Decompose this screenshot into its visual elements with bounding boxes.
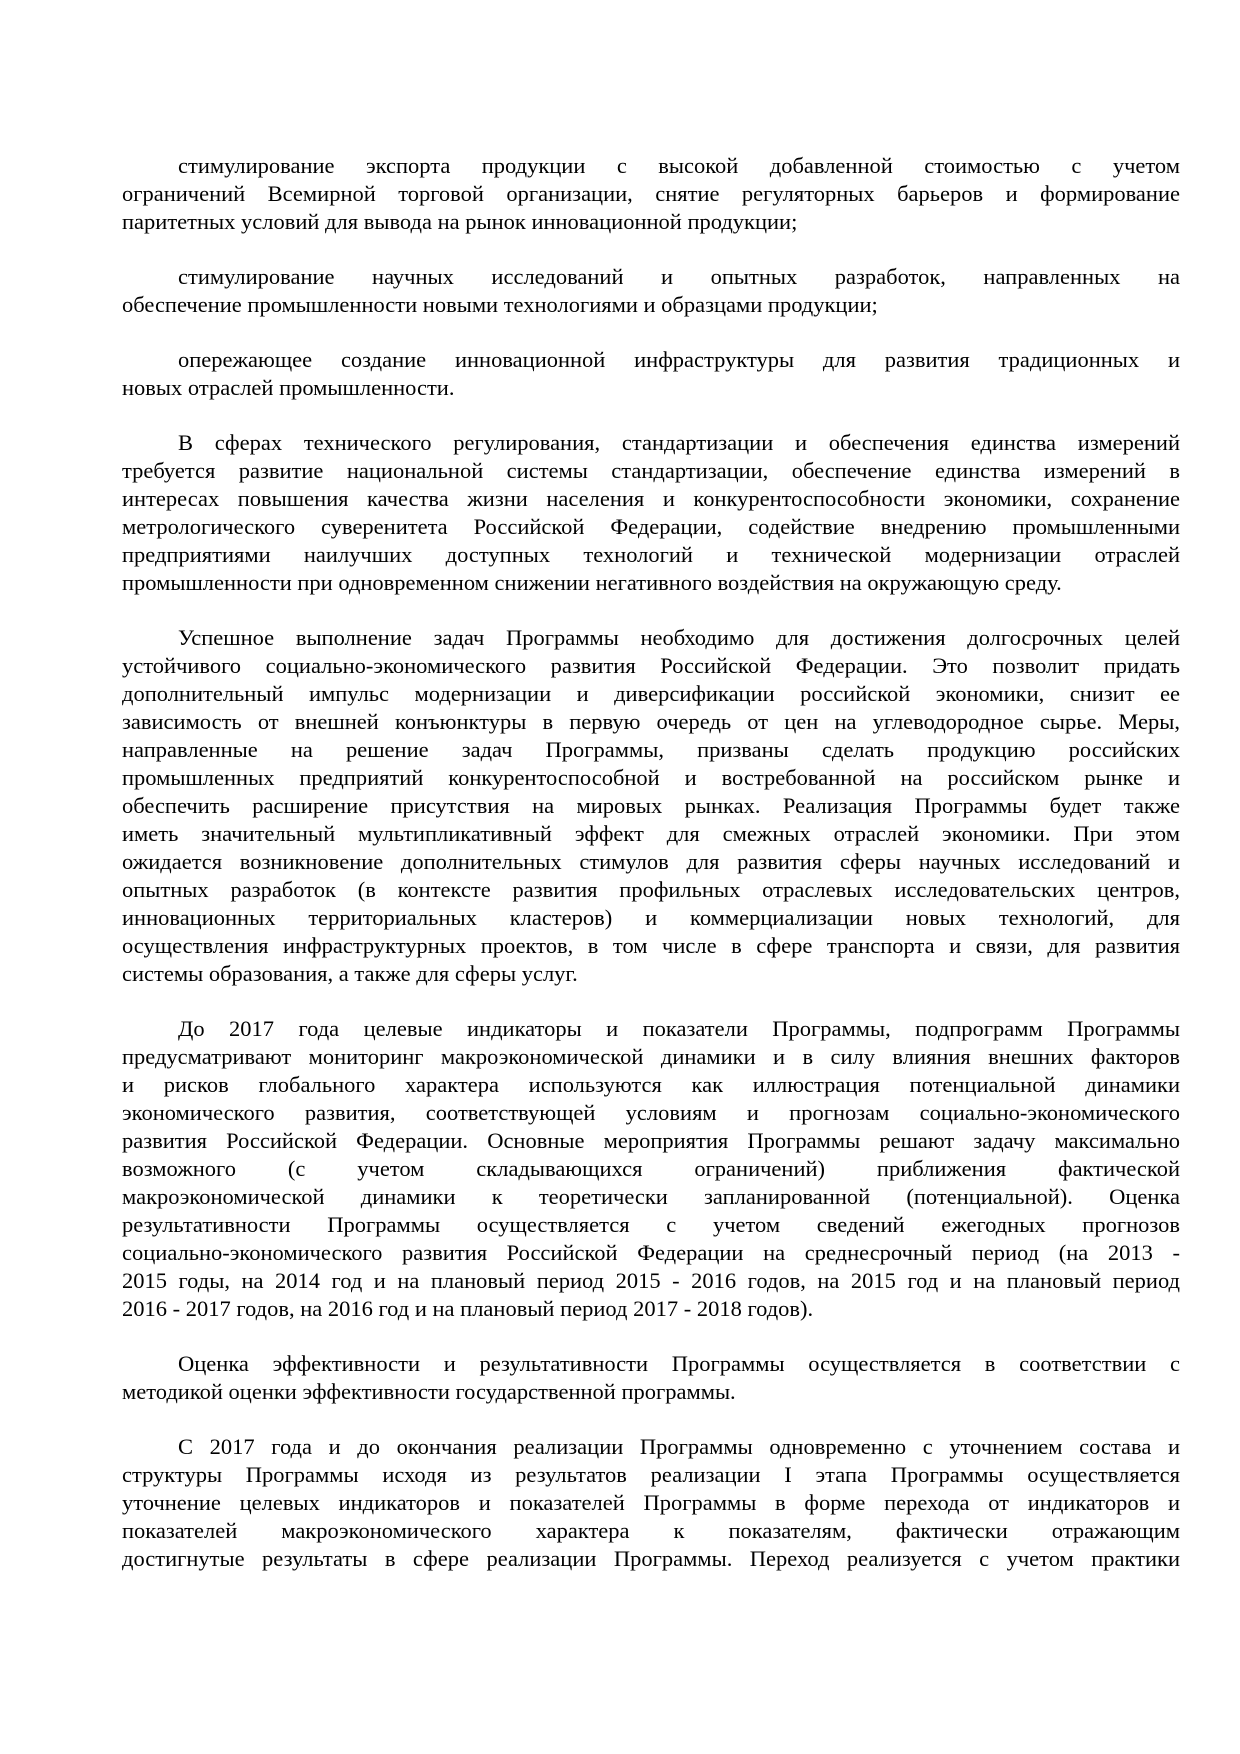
text-line: интересах повышения качества жизни населения и конкурентоспособности экономики, сохранение (122, 486, 1180, 511)
text-line: предусматривают мониторинг макроэкономической динамики и в силу влияния внешних факторов (122, 1044, 1180, 1069)
paragraph (122, 1350, 1180, 1406)
text-line: иметь значительный мультипликативный эффект для смежных отраслей экономики. При этом (122, 821, 1180, 846)
text-line: стимулирование экспорта продукции с высокой добавленной стоимостью с учетом (178, 153, 1180, 178)
text-line: До 2017 года целевые индикаторы и показатели Программы, подпрограмм Программы (178, 1016, 1180, 1041)
text-line: экономического развития, соответствующей условиям и прогнозам социально-экономического (122, 1100, 1180, 1125)
document-page (122, 152, 1180, 1600)
text-line: Оценка эффективности и результативности Программы осуществляется в соответствии с (178, 1351, 1180, 1376)
text-line: новых отраслей промышленности. (122, 375, 455, 400)
text-line: стимулирование научных исследований и опытных разработок, направленных на (178, 264, 1180, 289)
text-line: ожидается возникновение дополнительных стимулов для развития сферы научных исследований и (122, 849, 1180, 874)
text-line: устойчивого социально-экономического развития Российской Федерации. Это позволит придать (122, 653, 1180, 678)
text-line: показателей макроэкономического характера к показателям, фактически отражающим (122, 1518, 1180, 1543)
text-line: промышленных предприятий конкурентоспособной и востребованной на российском рынке и (122, 765, 1180, 790)
text-line: макроэкономической динамики к теоретически запланированной (потенциальной). Оценка (122, 1184, 1180, 1209)
text-line: опытных разработок (в контексте развития профильных отраслевых исследовательских центров, (122, 877, 1180, 902)
text-line: метрологического суверенитета Российской Федерации, содействие внедрению промышленными (122, 514, 1180, 539)
text-line: направленные на решение задач Программы, призваны сделать продукцию российских (122, 737, 1180, 762)
text-line: уточнение целевых индикаторов и показателей Программы в форме перехода от индикаторов и (122, 1490, 1180, 1515)
paragraph (122, 429, 1180, 597)
text-line: структуры Программы исходя из результатов реализации I этапа Программы осуществляется (122, 1462, 1180, 1487)
paragraph (122, 263, 1180, 319)
paragraph (122, 1433, 1180, 1573)
text-line: обеспечить расширение присутствия на мировых рынках. Реализация Программы будет также (122, 793, 1180, 818)
text-line: опережающее создание инновационной инфраструктуры для развития традиционных и (178, 347, 1180, 372)
text-line: 2015 годы, на 2014 год и на плановый период 2015 - 2016 годов, на 2015 год и на плановый период (122, 1268, 1180, 1293)
text-line: социально-экономического развития Российской Федерации на среднесрочный период (на 2013 - (122, 1240, 1180, 1265)
text-line: требуется развитие национальной системы стандартизации, обеспечение единства измерений в (122, 458, 1180, 483)
text-line: промышленности при одновременном снижении негативного воздействия на окружающую среду. (122, 570, 1062, 595)
text-line: развития Российской Федерации. Основные мероприятия Программы решают задачу максимально (122, 1128, 1180, 1153)
text-line: дополнительный импульс модернизации и диверсификации российской экономики, снизит ее (122, 681, 1180, 706)
paragraph (122, 346, 1180, 402)
text-line: С 2017 года и до окончания реализации Программы одновременно с уточнением состава и (178, 1434, 1180, 1459)
text-line: методикой оценки эффективности государственной программы. (122, 1379, 736, 1404)
text-line: ограничений Всемирной торговой организации, снятие регуляторных барьеров и формирование (122, 181, 1180, 206)
text-line: предприятиями наилучших доступных технологий и технической модернизации отраслей (122, 542, 1180, 567)
text-line: паритетных условий для вывода на рынок инновационной продукции; (122, 209, 798, 234)
paragraph (122, 1015, 1180, 1323)
paragraph (122, 152, 1180, 236)
text-line: результативности Программы осуществляется с учетом сведений ежегодных прогнозов (122, 1212, 1180, 1237)
text-line: и рисков глобального характера используются как иллюстрация потенциальной динамики (122, 1072, 1180, 1097)
text-line: обеспечение промышленности новыми технологиями и образцами продукции; (122, 292, 878, 317)
text-line: 2016 - 2017 годов, на 2016 год и на плановый период 2017 - 2018 годов). (122, 1296, 814, 1321)
paragraph (122, 624, 1180, 988)
text-line: системы образования, а также для сферы услуг. (122, 961, 578, 986)
text-line: достигнутые результаты в сфере реализации Программы. Переход реализуется с учетом практики (122, 1546, 1180, 1571)
text-line: зависимость от внешней конъюнктуры в первую очередь от цен на углеводородное сырье. Меры, (122, 709, 1180, 734)
text-line: возможного (с учетом складывающихся ограничений) приближения фактической (122, 1156, 1180, 1181)
text-line: осуществления инфраструктурных проектов, в том числе в сфере транспорта и связи, для развития (122, 933, 1180, 958)
text-line: Успешное выполнение задач Программы необходимо для достижения долгосрочных целей (178, 625, 1180, 650)
text-line: В сферах технического регулирования, стандартизации и обеспечения единства измерений (178, 430, 1180, 455)
text-line: инновационных территориальных кластеров) и коммерциализации новых технологий, для (122, 905, 1180, 930)
